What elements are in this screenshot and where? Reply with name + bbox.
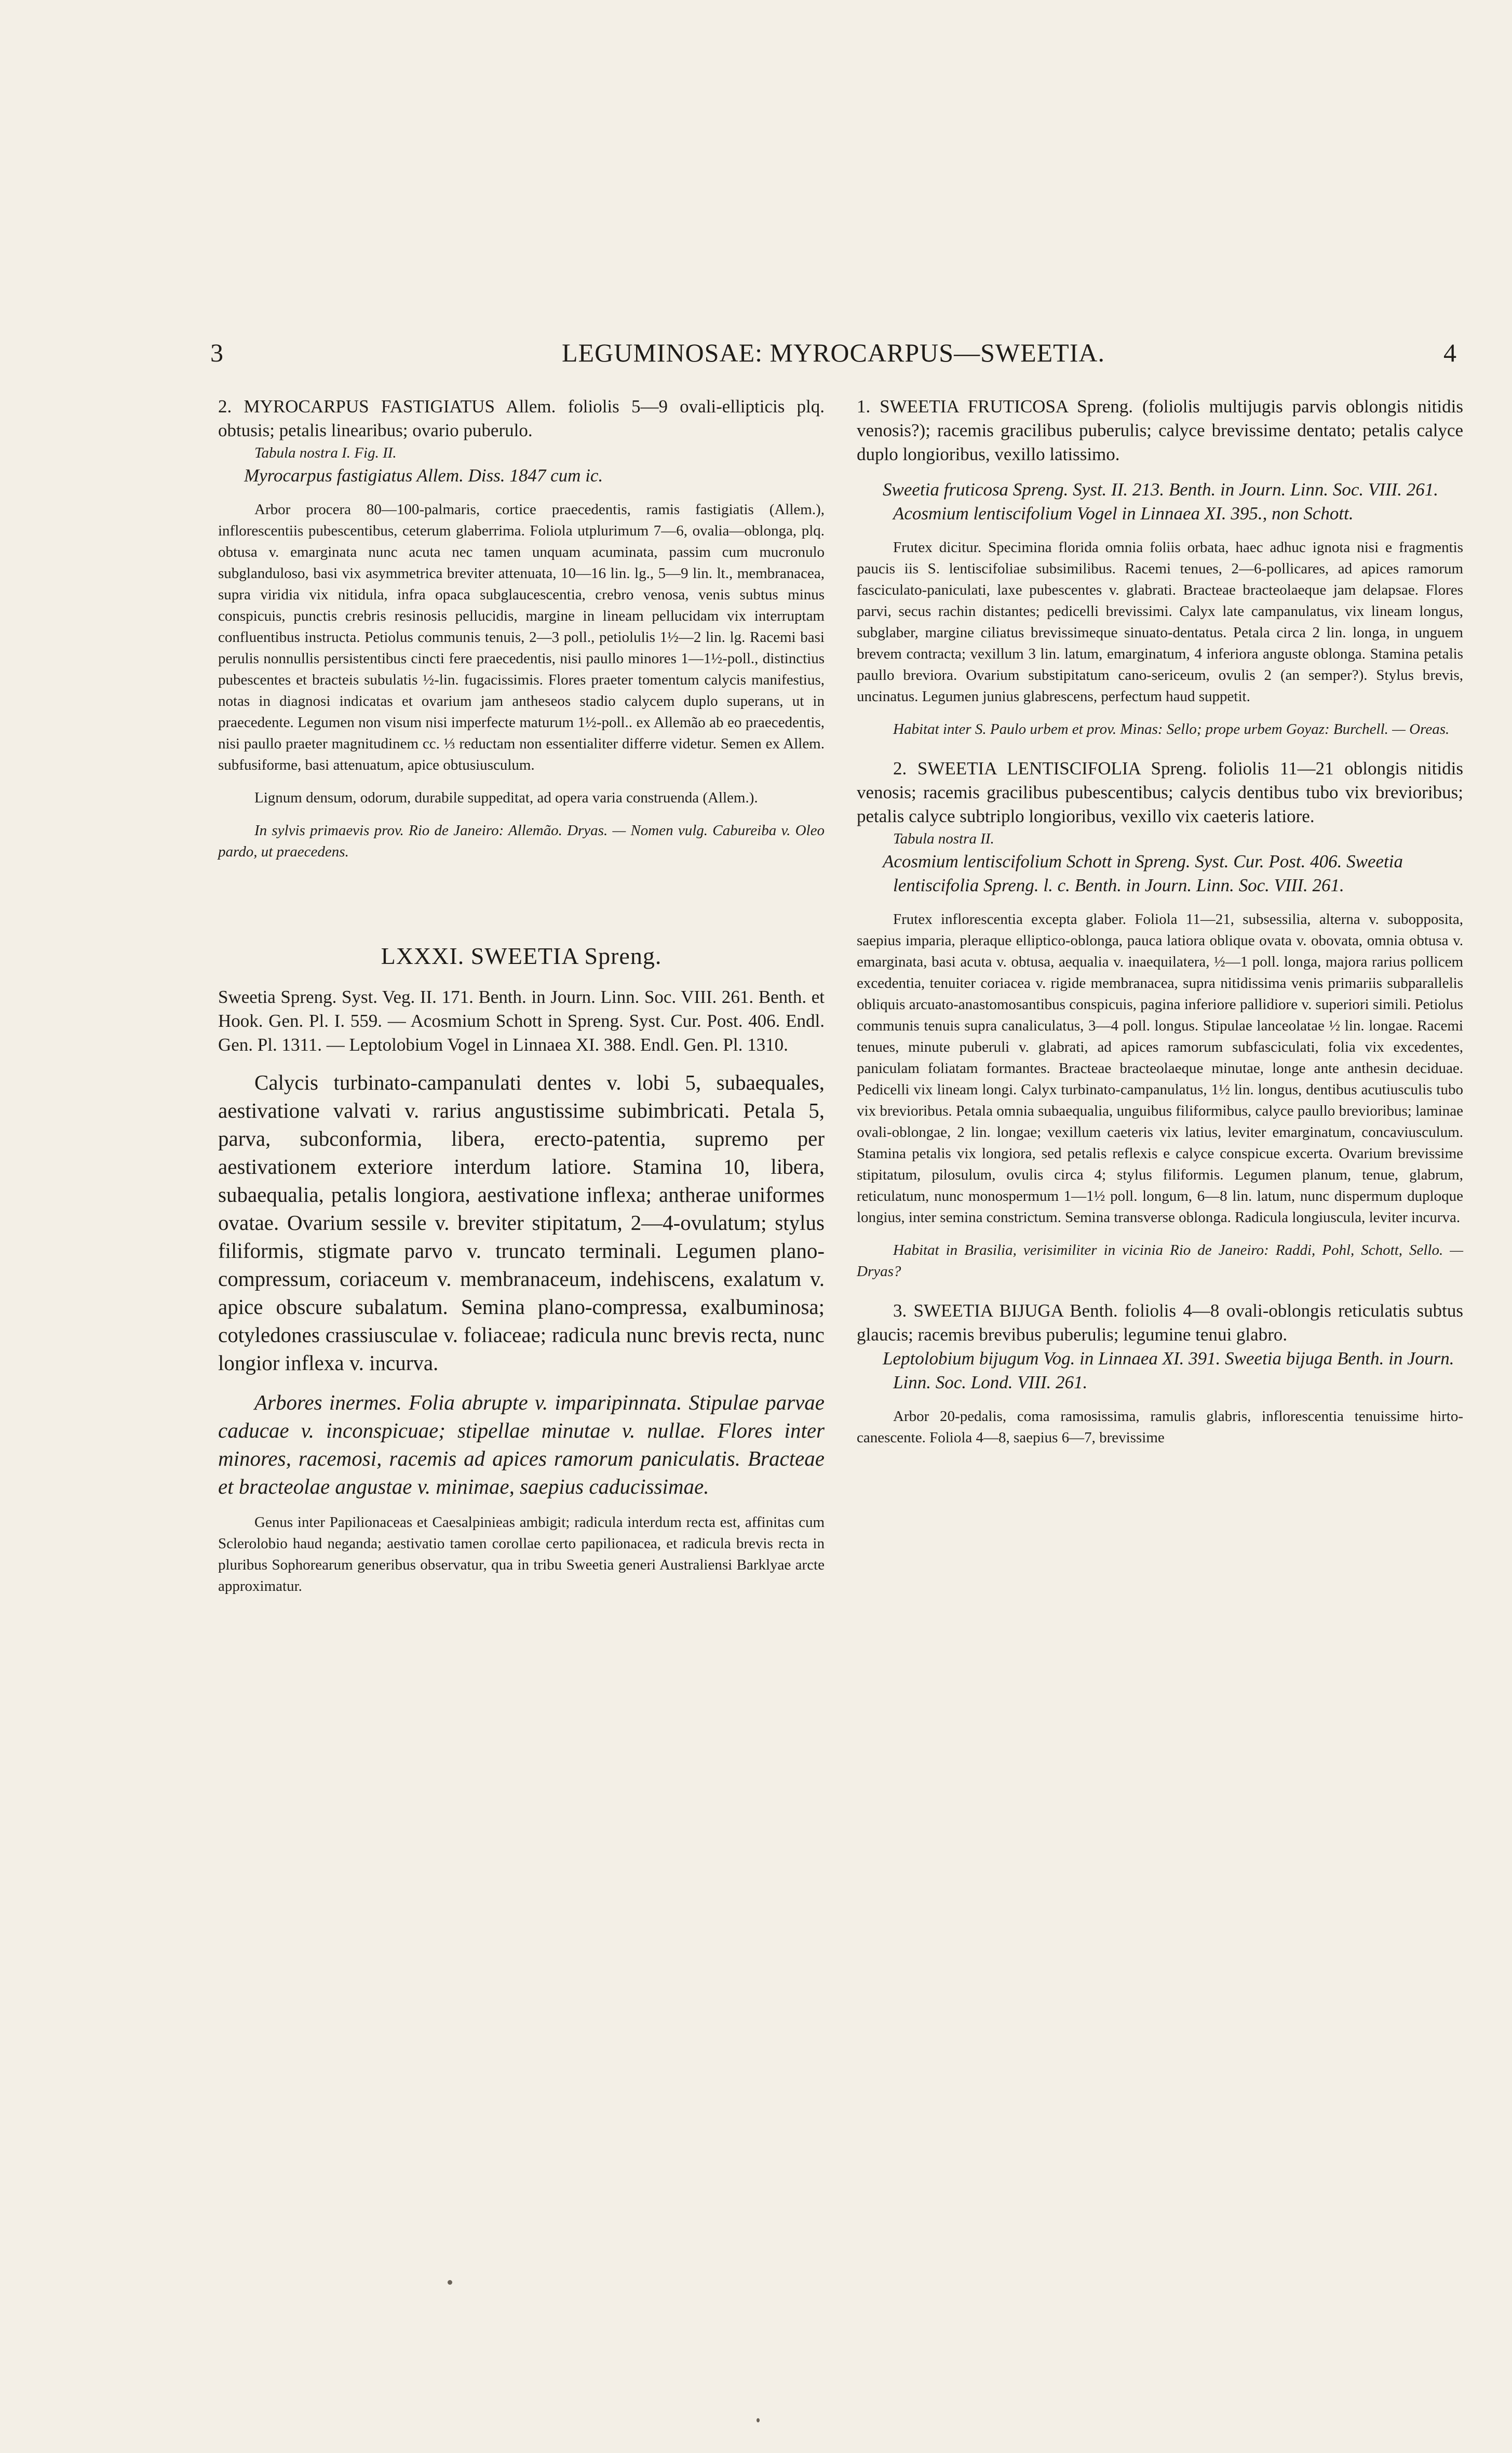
species-heading-sweetia-fruticosa: 1. SWEETIA FRUTICOSA Spreng. (foliolis multijugis parvis oblongis nitidis venosis?); racemis gracilibus puberulis; calyce brevissime dentato; petalis calyce duplo longioribus, vexillo latissimo. xyxy=(857,396,1463,464)
species-heading-sweetia-bijuga: 3. SWEETIA BIJUGA Benth. foliolis 4—8 ovali-oblongis reticulatis subtus glaucis; racemis brevibus puberulis; legumine tenui glabro. xyxy=(857,1301,1463,1345)
right-column xyxy=(857,395,1463,1449)
plate-reference: Tabula nostra I. Fig. II. xyxy=(254,445,397,461)
page-number-right: 4 xyxy=(1443,338,1456,367)
paper-speck xyxy=(448,2280,452,2285)
left-column xyxy=(218,395,825,1597)
genus-characters: Calycis turbinato-campanulati dentes v. lobi 5, subaequales, aestivatione valvati v. rarius angustissime subimbricati. Petala 5, parva, subconformia, libera, erecto-patentia, supremo per aestivationem exteriore interdum latiore. Stamina 10, libera, subaequalia, petalis longiora, aestivatione inflexa; antherae uniformes ovatae. Ovarium sessile v. breviter stipitatum, 2—4-ovulatum; stylus filiformis, stigmate parvo v. truncato terminali. Legumen plano-compressum, coriaceum v. membranaceum, indehiscens, exalatum v. apice obscure subalatum. Semina plano-compressa, exalbuminosa; cotyledones crassiusculae v. foliaceae; radicula nunc brevis recta, nunc longior inflexa v. incurva. xyxy=(218,1070,825,1375)
species-description: Frutex inflorescentia excepta glaber. Foliola 11—21, subsessilia, alterna v. subopposita, saepius imparia, pleraque elliptico-oblonga, pauca latiora oblique ovata v. obovata, omnia obtusa v. emarginata, basi acuta v. obtusa, aequalia v. inaequilatera, ½—1 poll. longa, majora rarius pollicem excedentia, tenuiter coriacea v. rigide membranacea, supra nitidissima venis primariis subparallelis obliquis arcuato-anastomosantibus conspicuis, pagina inferiore pallidiore v. superiori simili. Petiolus communis tenuis supra canaliculatus, 3—4 poll. longus. Stipulae lanceolatae ½ lin. longae. Racemi tenues, minute puberuli v. glabrati, ad apices ramorum subfasciculati, folia vix excedentes, paniculam foliatam formantes. Bracteae bracteolaeque minutae, longe ante anthesin deciduae. Pedicelli vix lineam longi. Calyx turbinato-campanulatus, 1½ lin. longus, dentibus acutiusculis tubo vix brevioribus. Petala omnia subaequalia, unguibus filiformibus, calyce paullo brevioribus; laminae ovali-oblongae, 2 lin. longae; vexillum caeteris vix latius, leviter emarginatum, concaviusculum. Stamina petalis vix longiora, sed petalis reflexis e calyce conspicue excerta. Ovarium brevissime stipitatum, pilosulum, ovulis circa 4; stylus filiformis. Legumen planum, tenue, glabrum, reticulatum, nunc monospermum 1—1½ poll. longum, 6—8 lin. latum, nunc dispermum duploque longius, inter semina constrictum. Semina transverse oblonga. Radicula longiuscula, leviter incurva. xyxy=(857,911,1463,1226)
synonymy: Leptolobium bijugum Vog. in Linnaea XI. 391. Sweetia bijuga Benth. in Journ. Linn. Soc. Lond. VIII. 261. xyxy=(883,1348,1454,1392)
species-heading-sweetia-lentiscifolia: 2. SWEETIA LENTISCIFOLIA Spreng. foliolis 11—21 oblongis nitidis venosis; racemis gracilibus pubescentibus; calycis dentibus tubo vix brevioribus; petalis calyce subtriplo longioribus, vexillo vix caeteris latiore. xyxy=(857,758,1463,826)
habitat: Habitat in Brasilia, verisimiliter in vicinia Rio de Janeiro: Raddi, Pohl, Schott, Sello. — Dryas? xyxy=(857,1242,1463,1280)
genus-note: Genus inter Papilionaceas et Caesalpinieas ambigit; radicula interdum recta est, affinitas cum Sclerolobio haud neganda; aestivatio tamen corollae certo papilionacea, et radicula brevis recta in pluribus Sophorearum generibus observatur, qua in tribu Sweetia generi Australiensi Barklyae arcte approximatur. xyxy=(218,1514,825,1594)
synonymy: Sweetia fruticosa Spreng. Syst. II. 213. Benth. in Journ. Linn. Soc. VIII. 261. Acosmium lentiscifolium Vogel in Linnaea XI. 395., non Schott. xyxy=(883,479,1438,524)
species-description: Arbor 20-pedalis, coma ramosissima, ramulis glabris, inflorescentia tenuissime hirto-canescente. Foliola 4—8, saepius 6—7, brevissime xyxy=(857,1408,1463,1446)
page-number-left: 3 xyxy=(210,338,223,367)
habitat: Habitat inter S. Paulo urbem et prov. Minas: Sello; prope urbem Goyaz: Burchell. — Oreas. xyxy=(893,721,1450,738)
species-description: Frutex dicitur. Specimina florida omnia foliis orbata, haec adhuc ignota nisi e fragmentis paucis iis S. lentiscifoliae subsimilibus. Racemi tenues, 2—6-pollicares, ad apices ramorum fasciculato-paniculati, laxe pubescentes v. glabrati. Bracteae bracteolaeque jam delapsae. Flores parvi, secus rachin distantes; pedicelli brevissimi. Calyx late campanulatus, vix lineam longus, subglaber, margine ciliatus brevissimeque sinuato-dentatus. Petala circa 2 lin. longa, in unguem brevem contracta; vexillum 3 lin. latum, emarginatum, 4 inferiora anguste oblonga. Stamina petalis paullo breviora. Ovarium substipitatum cano-sericeum, ovulis 2 (an semper?). Stylus brevis, uncinatus. Legumen junius glabrescens, perfectum haud suppetit. xyxy=(857,539,1463,705)
genus-habit: Arbores inermes. Folia abrupte v. imparipinnata. Stipulae parvae caducae v. inconspicuae; stipellae minutae v. nullae. Flores inter minores, racemosi, racemis ad apices ramorum paniculatis. Bracteae et bracteolae angustae v. minimae, saepius caducissimae. xyxy=(218,1390,825,1498)
species-description: Arbor procera 80—100-palmaris, cortice praecedentis, ramis fastigiatis (Allem.), inflorescentiis pubescentibus, ceterum glaberrima. Foliola utplurimum 7—6, ovalia—oblonga, plq. obtusa v. emarginata nunc acuta nec tamen unquam acuminata, passim cum mucronulo subglanduloso, basi vix asymmetrica breviter attenuata, 10—16 lin. lg., 5—9 lin. lt., membranacea, supra viridia vix nitidula, infra opaca subglaucescentia, crebro venosa, venis subtus minus conspicuis, punctis crebris resinosis pellucidis, margine in lineam pellucidam vix interruptam confluentibus instructa. Petiolus communis tenuis, 2—3 poll., petiolulis 1½—2 lin. lg. Racemi basi perulis nonnullis persistentibus cincti fere praecedentis, nisi paullo minores 1—1½-poll., distinctius pubescentes et bracteis subulatis ½-lin. fugacissimis. Flores praeter tomentum calycis manifestius, notas in diagnosi indicatas et ovarium jam antheseos stadio calycem duplo superans, ut in praecedente. Legumen non visum nisi imperfecte maturum 1½-poll.. ex Allemão ab eo praecedentis, nisi paullo praeter magnitudinem cc. ⅓ reductam non essentialiter differre videtur. Semen ex Allem. subfusiforme, basi attenuatum, apice obtusiusculum. xyxy=(218,501,825,773)
running-head xyxy=(210,338,1456,374)
habitat: In sylvis primaevis prov. Rio de Janeiro: Allemão. Dryas. — Nomen vulg. Cabureiba v. Oleo pardo, ut praecedens. xyxy=(218,822,825,860)
synonymy: Myrocarpus fastigiatus Allem. Diss. 1847 cum ic. xyxy=(244,465,603,486)
paper-speck xyxy=(757,2418,760,2422)
running-title: LEGUMINOSAE: MYROCARPUS—SWEETIA. xyxy=(562,338,1105,367)
species-heading-myrocarpus-fastigiatus: 2. MYROCARPUS FASTIGIATUS Allem. foliolis 5—9 ovali-ellipticis plq. obtusis; petalis linearibus; ovario puberulo. xyxy=(218,396,825,440)
genus-synonymy: Sweetia Spreng. Syst. Veg. II. 171. Benth. in Journ. Linn. Soc. VIII. 261. Benth. et Hook. Gen. Pl. I. 559. — Acosmium Schott in Spreng. Syst. Cur. Post. 406. Endl. Gen. Pl. 1311. — Leptolobium Vogel in Linnaea XI. 388. Endl. Gen. Pl. 1310. xyxy=(218,987,825,1055)
genus-heading-sweetia: LXXXI. SWEETIA Spreng. xyxy=(381,943,662,969)
wood-note: Lignum densum, odorum, durabile suppeditat, ad opera varia construenda (Allem.). xyxy=(254,789,758,806)
synonymy: Acosmium lentiscifolium Schott in Spreng. Syst. Cur. Post. 406. Sweetia lentiscifolia Spreng. l. c. Benth. in Journ. Linn. Soc. VIII. 261. xyxy=(883,851,1403,895)
plate-reference: Tabula nostra II. xyxy=(893,830,994,847)
